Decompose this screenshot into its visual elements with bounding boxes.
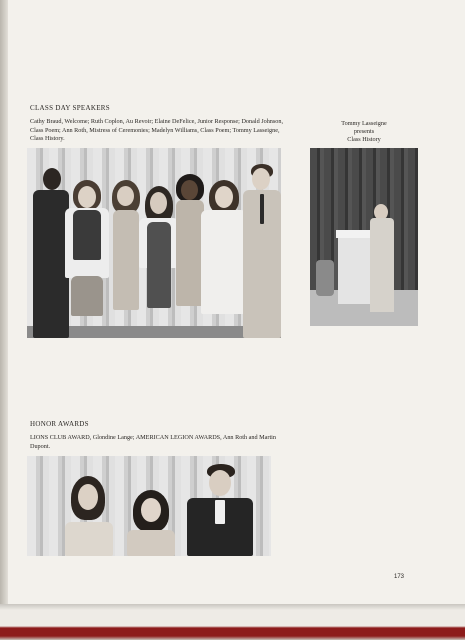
speakers-caption: Cathy Braud, Welcome; Ruth Coplon, Au Revoir; Elaine DeFelice, Junior Response; Donald Johnson, Class Poem; Ann Roth, Mistress of Ceremonies; Madelyn Williams, Class Poem; Tommy Lasseigne, Class History. xyxy=(30,118,284,143)
page-binding xyxy=(0,0,8,604)
speaker-figure xyxy=(65,180,109,338)
speaker-figure xyxy=(243,164,281,338)
class-history-photo xyxy=(310,148,418,326)
awards-heading: HONOR AWARDS xyxy=(30,420,89,428)
side-caption-name: Tommy Lasseigne xyxy=(341,120,387,127)
side-caption-title: Class History xyxy=(347,136,381,143)
yearbook-page xyxy=(8,0,465,604)
side-caption xyxy=(326,120,402,144)
page-number: 173 xyxy=(394,574,405,580)
speakers-heading: CLASS DAY SPEAKERS xyxy=(30,104,110,112)
award-figure xyxy=(61,476,117,556)
award-figure xyxy=(123,490,179,556)
awards-group-photo xyxy=(27,456,271,556)
awards-caption: LIONS CLUB AWARD, Glondine Lange; AMERICAN LEGION AWARDS, Ann Roth and Martin Dupont. xyxy=(30,434,276,450)
side-caption-verb: presents xyxy=(353,128,375,135)
book-edge xyxy=(0,604,465,640)
award-figure xyxy=(185,464,255,556)
speakers-group-photo xyxy=(27,148,281,338)
